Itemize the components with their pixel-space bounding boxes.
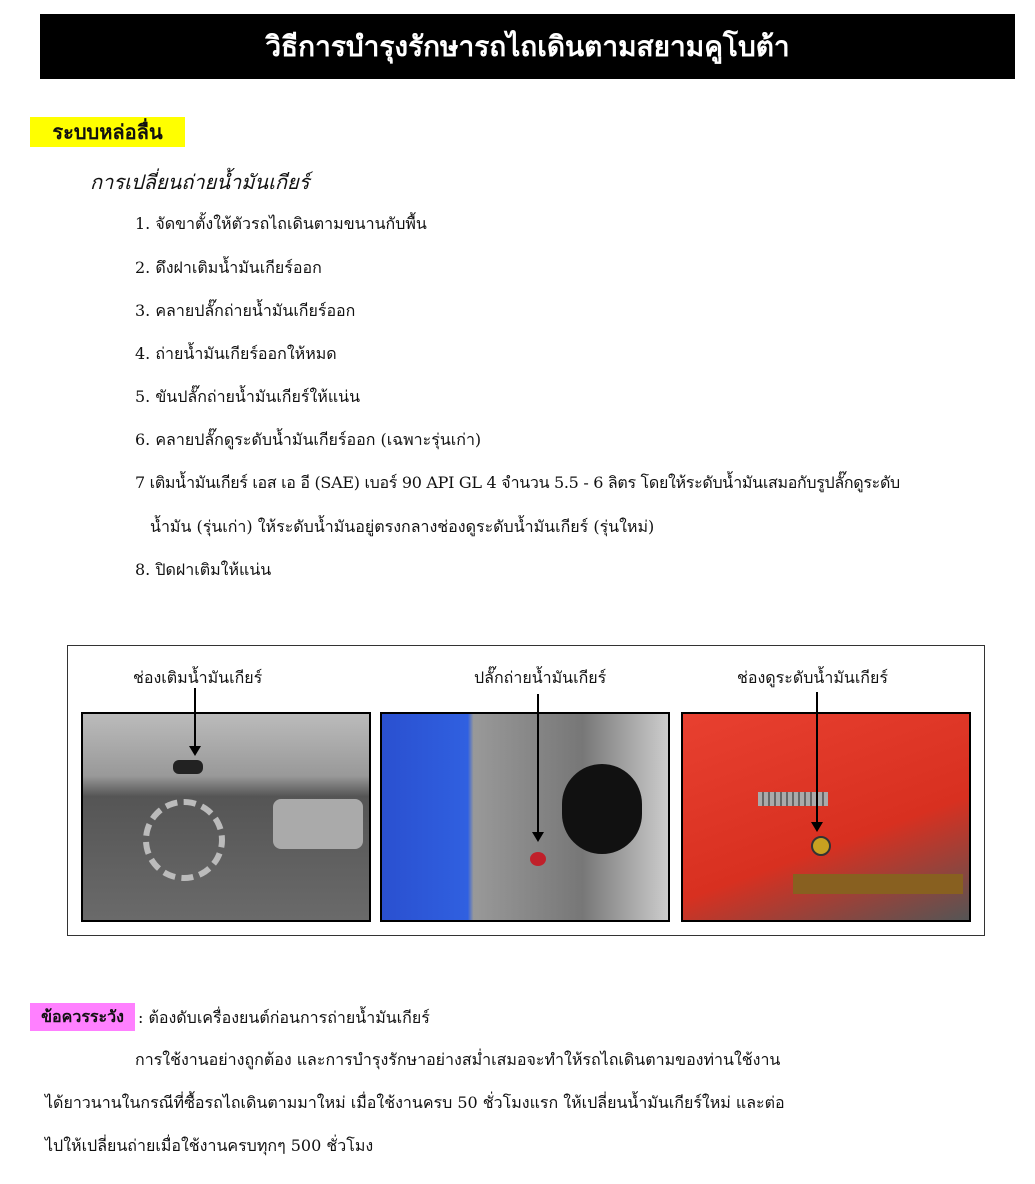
label-drain-plug: ปลั๊กถ่ายน้ำมันเกียร์ <box>474 668 607 687</box>
section-heading: ระบบหล่อลื่น <box>30 117 185 147</box>
step-2: 2. ดึงฝาเติมน้ำมันเกียร์ออก <box>135 258 322 277</box>
step-7: 7 เติมน้ำมันเกียร์ เอส เอ อี (SAE) เบอร์ 90 API GL 4 จำนวน 5.5 - 6 ลิตร โดยให้ระดับน้ำมันเสมอกับรูปลั๊กดูระดับ <box>135 473 900 492</box>
arrow-drain-plug <box>537 694 539 834</box>
warning-label: ข้อควรระวัง <box>30 1003 135 1031</box>
step-1: 1. จัดขาตั้งให้ตัวรถไถเดินตามขนานกับพื้น <box>135 214 427 233</box>
subheading: การเปลี่ยนถ่ายน้ำมันเกียร์ <box>90 170 310 194</box>
arrow-level-window <box>816 692 818 824</box>
label-fill-port: ช่องเติมน้ำมันเกียร์ <box>133 668 263 687</box>
step-3: 3. คลายปลั๊กถ่ายน้ำมันเกียร์ออก <box>135 301 356 320</box>
arrow-fill-port <box>194 688 196 748</box>
step-4: 4. ถ่ายน้ำมันเกียร์ออกให้หมด <box>135 344 337 363</box>
paragraph-line-3: ไปให้เปลี่ยนถ่ายเมื่อใช้งานครบทุกๆ 500 ชั่วโมง <box>45 1136 374 1155</box>
step-8: 8. ปิดฝาเติมให้แน่น <box>135 560 272 579</box>
label-level-window: ช่องดูระดับน้ำมันเกียร์ <box>737 668 888 687</box>
warning-text: : ต้องดับเครื่องยนต์ก่อนการถ่ายน้ำมันเกียร์ <box>138 1008 430 1027</box>
step-6: 6. คลายปลั๊กดูระดับน้ำมันเกียร์ออก (เฉพาะรุ่นเก่า) <box>135 430 482 449</box>
step-5: 5. ขันปลั๊กถ่ายน้ำมันเกียร์ให้แน่น <box>135 387 360 406</box>
page-title: วิธีการบำรุงรักษารถไถเดินตามสยามคูโบต้า <box>40 14 1015 79</box>
photo-level-window <box>681 712 971 922</box>
paragraph-line-1: การใช้งานอย่างถูกต้อง และการบำรุงรักษาอย่างสม่ำเสมอจะทำให้รถไถเดินตามของท่านใช้งาน <box>135 1050 781 1069</box>
paragraph-line-2: ได้ยาวนานในกรณีที่ซื้อรถไถเดินตามมาใหม่ เมื่อใช้งานครบ 50 ชั่วโมงแรก ให้เปลี่ยนน้ำมันเกียร์ใหม่ และต่อ <box>45 1093 785 1112</box>
step-7-cont: น้ำมัน (รุ่นเก่า) ให้ระดับน้ำมันอยู่ตรงกลางช่องดูระดับน้ำมันเกียร์ (รุ่นใหม่) <box>150 517 655 536</box>
photo-drain-plug <box>380 712 670 922</box>
photo-fill-port <box>81 712 371 922</box>
